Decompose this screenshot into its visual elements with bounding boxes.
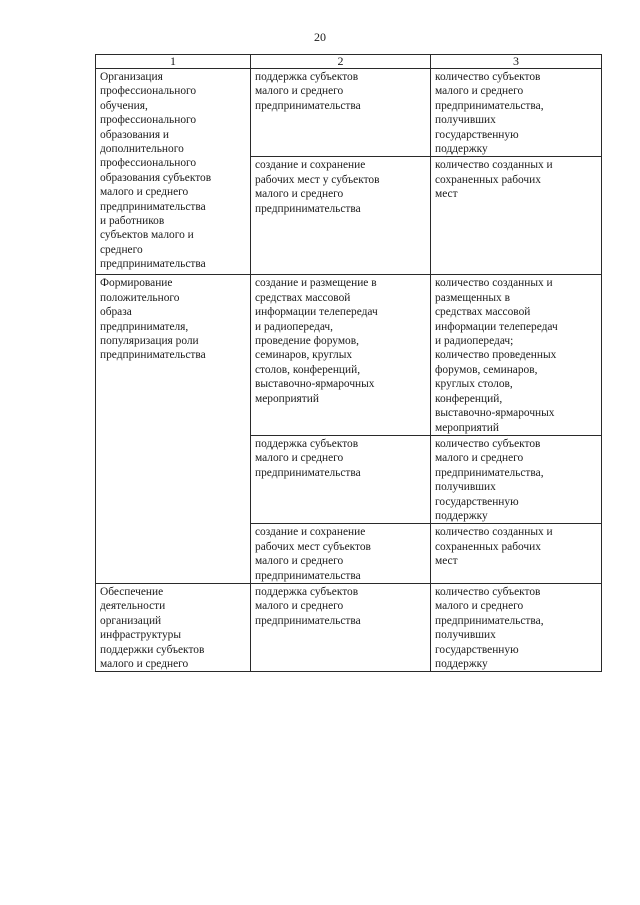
table-row	[96, 583, 602, 671]
indicator-cell: количество созданных и размещенных в средствах массовой информации телепередач и радиопередач; количество проведенных форумов, семинаров, круглых столов, конференций, выставочно-ярмарочных мероприятий	[431, 275, 602, 435]
column-header-3: 3	[431, 55, 602, 69]
indicators-table	[95, 54, 602, 672]
area-cell: Обеспечение деятельности организаций инфраструктуры поддержки субъектов малого и среднего	[96, 583, 251, 671]
indicator-cell: количество созданных и сохраненных рабочих мест	[431, 524, 602, 584]
column-header-1: 1	[96, 55, 251, 69]
activity-cell: поддержка субъектов малого и среднего предпринимательства	[251, 435, 431, 523]
table-row	[96, 69, 602, 157]
table-header-row	[96, 55, 602, 69]
activity-cell: создание и сохранение рабочих мест у субъектов малого и среднего предпринимательства	[251, 157, 431, 275]
activity-cell: создание и размещение в средствах массовой информации телепередач и радиопередач, проведение форумов, семинаров, круглых столов, конференций, выставочно-ярмарочных мероприятий	[251, 275, 431, 435]
activity-cell: поддержка субъектов малого и среднего предпринимательства	[251, 583, 431, 671]
area-cell: Формирование положительного образа предпринимателя, популяризация роли предпринимательства	[96, 275, 251, 584]
activity-cell: создание и сохранение рабочих мест субъектов малого и среднего предпринимательства	[251, 524, 431, 584]
table-row	[96, 275, 602, 435]
indicator-cell: количество субъектов малого и среднего предпринимательства, получивших государственную поддержку	[431, 69, 602, 157]
indicator-cell: количество субъектов малого и среднего предпринимательства, получивших государственную поддержку	[431, 583, 602, 671]
activity-cell: поддержка субъектов малого и среднего предпринимательства	[251, 69, 431, 157]
area-cell: Организация профессионального обучения, профессионального образования и дополнительного профессионального образования субъектов малого и среднего предпринимательства и работников субъектов малого и среднего предпринимательства	[96, 69, 251, 275]
indicator-cell: количество созданных и сохраненных рабочих мест	[431, 157, 602, 275]
column-header-2: 2	[251, 55, 431, 69]
indicator-cell: количество субъектов малого и среднего предпринимательства, получивших государственную поддержку	[431, 435, 602, 523]
page-number: 20	[314, 30, 326, 44]
